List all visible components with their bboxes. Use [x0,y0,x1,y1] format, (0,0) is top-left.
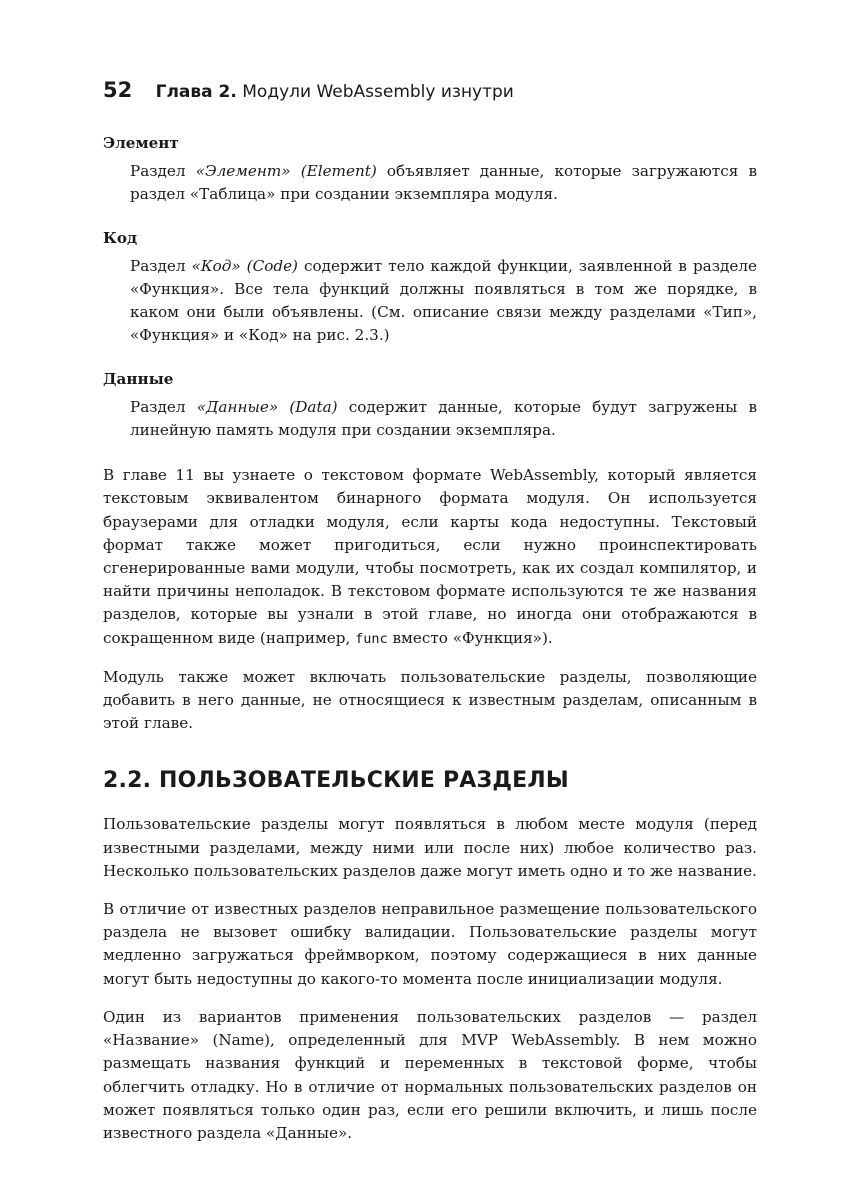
running-header [103,76,514,106]
definition-text-part: Раздел [130,256,192,275]
definition-italic-term: «Код» (Code) [191,256,298,275]
chapter-label: Глава 2. [155,82,237,102]
section-paragraph: Пользовательские разделы могут появляться в любом месте модуля (перед известными разделами, между ними или после них) любое количество раз. Несколько пользовательских разделов даже могут иметь одно и то же название. [103,815,757,880]
page-number: 52 [103,78,133,102]
definition-text [130,255,757,348]
section-paragraph: Один из вариантов применения пользовательских разделов — раздел «Название» (Name), определенный для MVP WebAssembly. В нем можно размещать названия функций и переменных в текстовой форме, чтобы облегчить отладку. Но в отличие от нормальных пользовательских разделов он может появляться только один раз, если его решили включить, и лишь после известного раздела «Данные». [103,1007,757,1142]
definition-term: Данные [103,369,174,388]
definition-text-part: содержит данные, которые будут загружены в линейную память модуля при создании экземпляра. [130,397,758,440]
paragraph-text-part: В главе 11 вы узнаете о текстовом формате WebAssembly, который является текстовым эквивалентом бинарного формата модуля. Он используется браузерами для отладки модуля, если карты кода недоступны. Текстовый формат также может пригодиться, если нужно проинспектировать сгенерированные вами модули, чтобы посмотреть, как их создал компилятор, и найти причины неполадок. В текстовом формате используются те же названия разделов, которые вы узнали в этой главе, но иногда они отображаются в сокращенном виде (например, [103,466,757,647]
page-body [103,132,757,1160]
definition-text-part: содержит тело каждой функции, заявленной в разделе «Функция». Все тела функций должны появляться в том же порядке, в каком они были объявлены. (См. описание связи между разделами «Тип», «Функция» и «Код» на рис. 2.3.) [130,256,757,345]
definition-italic-term: «Элемент» (Element) [195,162,377,181]
definition-text-part: Раздел [130,162,196,181]
definition-text [130,160,757,206]
definition-text-part: объявляет данные, которые загружаются в раздел «Таблица» при создании экземпляра модуля. [130,162,757,204]
chapter-title: Модули WebAssembly изнутри [242,82,514,102]
definition-text-part: Раздел [130,397,197,416]
section-heading: 2.2. ПОЛЬЗОВАТЕЛЬСКИЕ РАЗДЕЛЫ [103,768,569,794]
inline-code: func [355,630,388,647]
section-paragraph: В отличие от известных разделов неправильное размещение пользовательского раздела не вызовет ошибку валидации. Пользовательские разделы могут медленно загружаться фреймворком, поэтому содержащиеся в них данные могут быть недоступны до какого-то момента после инициализации модуля. [103,900,757,988]
definition-italic-term: «Данные» (Data) [196,397,338,416]
paragraph-text-part: вместо «Функция»). [387,628,553,647]
body-paragraph: Модуль также может включать пользовательские разделы, позволяющие добавить в него данные, не относящиеся к известным разделам, описанным в этой главе. [103,667,757,733]
definition-term: Код [103,228,138,247]
definition-term: Элемент [103,134,179,152]
definition-text [130,396,757,442]
body-paragraph [103,464,757,651]
